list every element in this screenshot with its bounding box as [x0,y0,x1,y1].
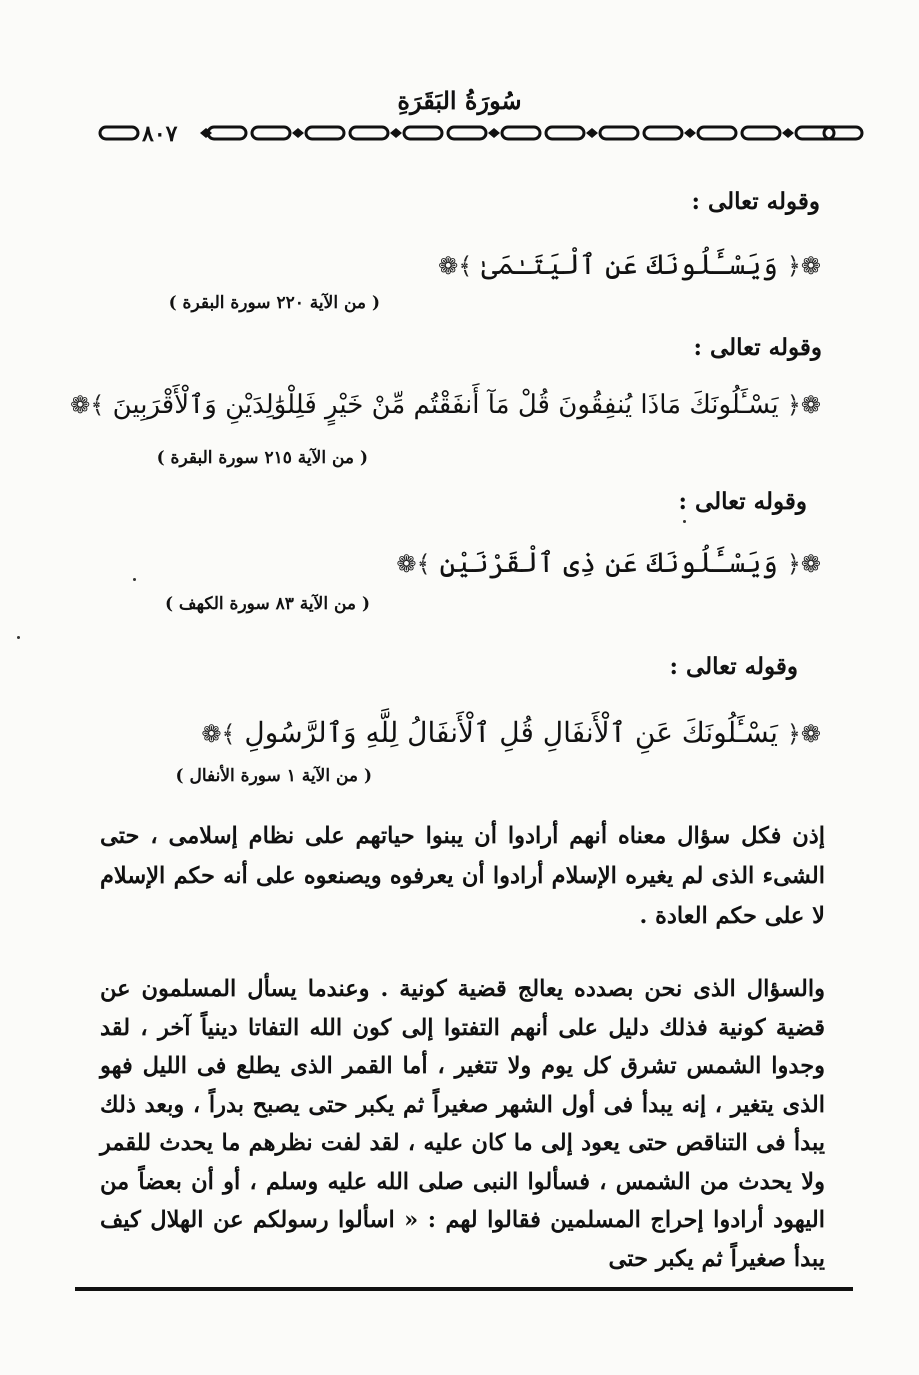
quran-verse-1 [438,248,821,281]
quran-verse-2 [70,390,821,420]
body-paragraph-1: إذن فكل سؤال معناه أنهم أرادوا أن يبنوا حياتهم على نظام إسلامى ، حتى الشىء الذى لم يغيره الإسلام أرادوا أن يعرفوه ويصنعوه على أنه حكم الإسلام لا على حكم العادة . [100,823,825,929]
verse-intro-4: وقوله تعالى : [669,653,798,680]
verse-open-ornament-icon: ❁﴿ [786,550,821,578]
header-chain-ornament [200,120,865,146]
verse-reference-4: ( من الآية ١ سورة الأنفال ) [175,766,372,786]
verse-intro-1: وقوله تعالى : [691,188,820,215]
scan-speck [683,520,686,523]
quran-verse-3 [396,546,821,579]
verse-open-ornament-icon: ❁﴿ [786,720,821,748]
verse-intro-3: وقوله تعالى : [678,488,807,515]
verse-reference-2: ( من الآية ٢١٥ سورة البقرة ) [156,448,368,468]
body-paragraph-2: والسؤال الذى نحن بصدده يعالج قضية كونية . وعندما يسأل المسلمون عن قضية كونية فذلك دليل على أنهم التفتوا إلى كون الله التفاتا دينياً آخر ، لقد وجدوا الشمس تشرق كل يوم ولا تتغير ، أما القمر الذى يطلع فى الليل فهو الذى يتغير ، إنه يبدأ فى أول الشهر صغيراً ثم يكبر حتى يصبح بدراً ، وبعد ذلك يبدأ فى التناقص حتى يعود إلى ما كان عليه ، لقد لفت نظرهم ما يحدث للقمر ولا يحدث من الشمس ، فسألوا النبى صلى الله عليه وسلم ، أو أن بعضاً من اليهود أرادوا إحراج المسلمين فقالوا لهم : « اسألوا رسولكم عن الهلال كيف يبدأ صغيراً ثم يكبر حتى [100,976,825,1272]
verse-reference-1: ( من الآية ٢٢٠ سورة البقرة ) [168,293,380,313]
verse-close-ornament-icon: ﴾❁ [201,720,236,748]
verse-open-ornament-icon: ❁﴿ [786,391,821,419]
verse-close-ornament-icon: ﴾❁ [438,252,473,280]
verse-reference-3: ( من الآية ٨٣ سورة الكهف ) [164,594,370,614]
verse-close-ornament-icon: ﴾❁ [396,550,431,578]
verse-text-3: وَيَسْـَٔلُونَكَ عَن ذِى ٱلْقَرْنَيْنِ [439,546,778,579]
verse-open-ornament-icon: ❁﴿ [786,252,821,280]
verse-close-ornament-icon: ﴾❁ [70,391,105,419]
scan-speck [133,578,136,581]
left-oval-ornament [98,123,140,143]
verse-text-4: يَسْـَٔلُونَكَ عَنِ ٱلْأَنفَالِ قُلِ ٱلْأَنفَالُ لِلَّهِ وَٱلرَّسُولِ [244,716,778,749]
page-number: ٨٠٧ [142,121,178,147]
verse-text-1: وَيَسْـَٔلُونَكَ عَنِ ٱلْيَتَـٰمَىٰ [481,248,778,281]
surah-title: سُورَةُ البَقَرَةِ [397,86,522,115]
scan-speck [17,636,20,639]
verse-text-2: يَسْـَٔلُونَكَ مَاذَا يُنفِقُونَ قُلْ مَآ أَنفَقْتُم مِّنْ خَيْرٍ فَلِلْوَٰلِدَيْنِ وَٱلْأَقْرَبِينَ [112,390,779,420]
bottom-rule [75,1287,853,1291]
verse-intro-2: وقوله تعالى : [693,334,822,361]
quran-verse-4 [201,716,821,749]
